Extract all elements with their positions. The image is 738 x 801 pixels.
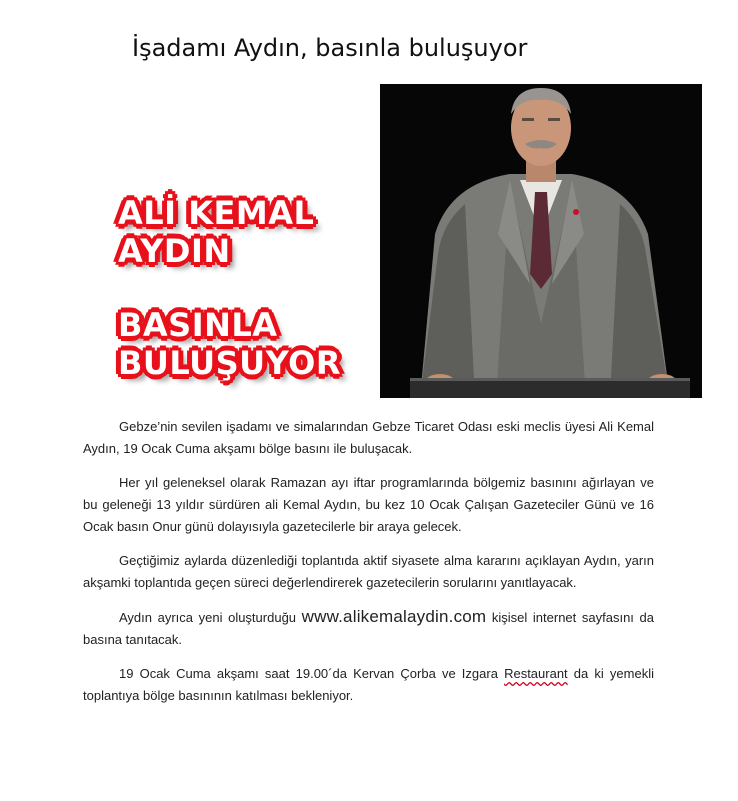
paragraph-4: [83, 606, 654, 651]
portrait-illustration: [380, 84, 702, 398]
article-body: [83, 416, 654, 719]
headline-line-3: BASINLA: [118, 306, 278, 344]
headline-line-1: ALİ KEMAL: [118, 194, 315, 232]
paragraph-1: Gebze’nin sevilen işadamı ve simalarından Gebze Ticaret Odası eski meclis üyesi Ali Kemal Aydın, 19 Ocak Cuma akşamı bölge basını ile buluşacak.: [83, 419, 654, 456]
portrait-photo: [380, 84, 702, 398]
paragraph-5-text-end: da ki yemekli toplantıya bölge basınının katılması bekleniyor.: [83, 666, 654, 703]
paragraph-5-text-start: 19 Ocak Cuma akşamı saat 19.00´da Kervan Çorba ve Izgara: [119, 666, 505, 681]
paragraph-2: Her yıl geleneksel olarak Ramazan ayı iftar programlarında bölgemiz basınını ağırlayan ve bu geleneği 13 yıldır sürdüren ali Kemal Aydın, bu kez 10 Ocak Çalışan Gazeteciler Günü ve 16 Ocak basın Onur günü dolayısıyla gazetecilerle bir araya gelecek.: [83, 475, 654, 534]
paragraph-4-text-start: Aydın ayrıca yeni oluşturduğu: [119, 610, 302, 625]
paragraph-3: Geçtiğimiz aylarda düzenlediği toplantıda aktif siyasete alma kararını açıklayan Aydın, yarın akşamki toplantıda geçen süreci değerlendirerek gazetecilerin sorularını yanıtlayacak.: [83, 553, 654, 590]
paragraph-5: [83, 663, 654, 707]
spellcheck-flagged-word[interactable]: Restaurant: [504, 666, 568, 681]
website-url: www.alikemalaydin.com: [301, 607, 487, 626]
headline-line-4: BULUŞUYOR: [118, 344, 342, 382]
document-title: İşadamı Aydın, basınla buluşuyor: [132, 34, 528, 62]
headline-line-2: AYDIN: [118, 232, 231, 270]
paragraph-4-text-end: kişisel internet sayfasını da basına tanıtacak.: [83, 610, 654, 647]
headline-name-graphic: [118, 194, 314, 270]
headline-meeting-graphic: [118, 306, 341, 382]
